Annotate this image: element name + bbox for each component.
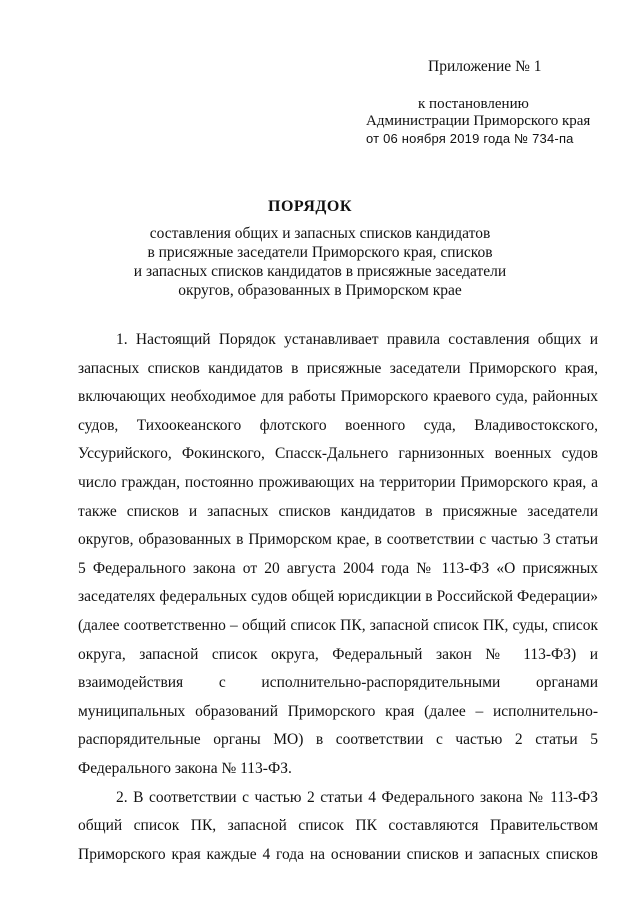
subtitle-line-3: и запасных списков кандидатов в присяжные заседатели xyxy=(133,263,507,280)
paragraph-2: 2. В соответствии с частью 2 статьи 4 Федерального закона № 113-ФЗ общий список ПК, запасной список ПК составляются Правительством Приморского края каждые 4 года на основании списков и запасных списков xyxy=(78,788,598,863)
subtitle-line-2: в присяжные заседатели Приморского края, списков xyxy=(147,244,493,261)
reference-line-1: к постановлению xyxy=(418,96,529,112)
document-subtitle xyxy=(130,224,510,300)
subtitle-line-1: составления общих и запасных списков кандидатов xyxy=(149,225,491,242)
subtitle-line-4: округов, образованных в Приморском крае xyxy=(178,282,462,299)
reference-line-3: от 06 ноября 2019 года № 734-па xyxy=(366,131,574,146)
resolution-reference xyxy=(366,96,590,147)
document-body xyxy=(78,326,598,869)
reference-line-2: Администрации Приморского края xyxy=(366,113,591,129)
appendix-label: Приложение № 1 xyxy=(428,58,542,75)
document-title: ПОРЯДОК xyxy=(268,198,352,215)
paragraph-1: 1. Настоящий Порядок устанавливает правила составления общих и запасных списков кандидатов в присяжные заседатели Приморского края, включающих необходимое для работы Приморского краевого суда, районных судов, Тихоокеанского флотского военного суда, Владивостокского, Уссурийского, Фокинского, Спасск-Дальнего гарнизонных военных судов число граждан, постоянно проживающих на территории Приморского края, а также списков и запасных списков кандидатов в присяжные заседатели округов, образованных в Приморском крае, в соответствии с частью 3 статьи 5 Федерального закона от 20 августа 2004 года № 113-ФЗ «О присяжных заседателях федеральных судов общей юрисдикции в Российской Федерации» (далее соответственно – общий список ПК, запасной список ПК, суды, список округа, запасной список округа, Федеральный закон № 113-ФЗ) и взаимодействия с исполнительно-распорядительными органами муниципальных образований Приморского края (далее – исполнительно-распорядительные органы МО) в соответствии с частью 2 статьи 5 Федерального закона № 113-ФЗ. xyxy=(78,331,598,777)
